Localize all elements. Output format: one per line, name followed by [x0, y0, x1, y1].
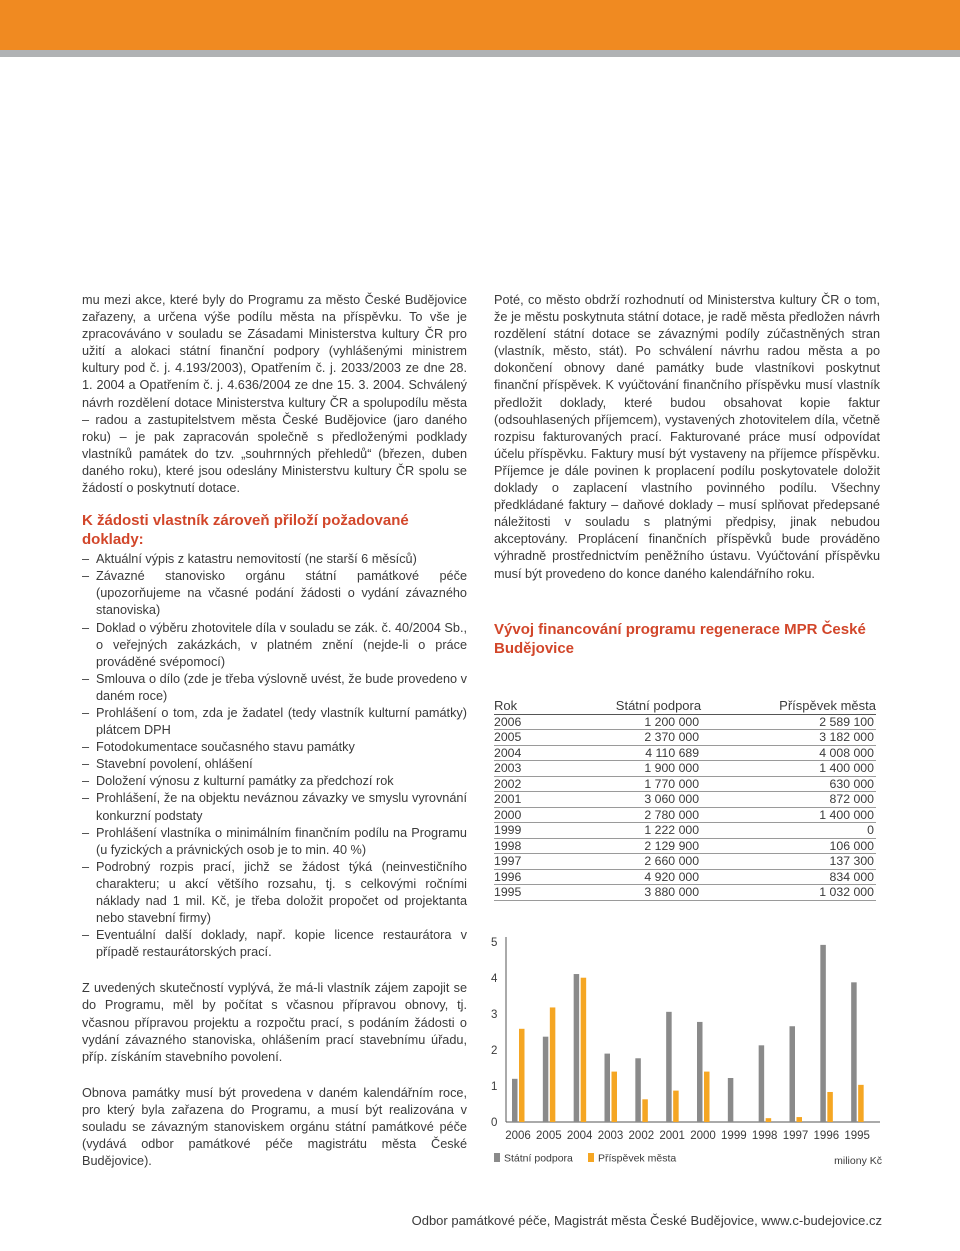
table-row	[494, 730, 876, 746]
chart-bar	[543, 1037, 549, 1122]
cell-year: 1997	[494, 854, 547, 870]
cell-city-contribution: 3 182 000	[701, 730, 876, 746]
cell-year: 2006	[494, 714, 547, 730]
cell-state-support: 2 129 900	[547, 838, 701, 854]
list-dash: –	[82, 620, 90, 635]
cell-year: 2004	[494, 745, 547, 761]
x-tick-label: 2000	[690, 1130, 716, 1142]
chart-bar	[666, 1012, 672, 1122]
chart-bar	[858, 1085, 864, 1122]
table-row	[494, 838, 876, 854]
list-dash: –	[82, 774, 90, 789]
legend-label: Příspěvek města	[598, 1152, 677, 1165]
cell-state-support: 2 370 000	[547, 730, 701, 746]
cell-year: 2001	[494, 792, 547, 808]
y-tick-label: 4	[491, 973, 498, 985]
cell-year: 2000	[494, 807, 547, 823]
x-tick-label: 2001	[659, 1130, 685, 1142]
cell-city-contribution: 872 000	[701, 792, 876, 808]
column-header-state-support: Státní podpora	[547, 697, 701, 714]
table-row	[494, 792, 876, 808]
chart-bar	[605, 1054, 611, 1122]
intro-paragraph: mu mezi akce, které byly do Programu za město České Budějovice zařazeny, a určena výše podílu města na příspěvku. To vše je zpracováváno v souladu se Zásadami Ministerstva kultury ČR pro užití a alokaci státní finanční podpory (vyhlášenými ministrem kultury pod č. j. 4.193/2003), Opatřením č. j. 2033/2003 ze dne 28. 1. 2004 a Opatřením č. j. 4.636/2004 ze dne 15. 3. 2004. Schválený návrh rozdělení dotace Ministerstva kultury ČR a spolupodílu města – radou a zastupitelstvem města České Budějovice (jaro daného roku) – je pak zapracován společně s předloženými podklady vlastníků památek do tzv. „souhrnných přehledů“ (březen, duben daného roku), které jsou odeslány Ministerstvu kultury ČR spolu se žádostí o poskytnutí dotace.	[82, 293, 467, 496]
table-header-row	[494, 697, 876, 714]
cell-city-contribution: 1 032 000	[701, 885, 876, 901]
cell-state-support: 1 900 000	[547, 761, 701, 777]
table-row	[494, 807, 876, 823]
list-item-text: Prohlášení, že na objektu neváznou závazky ve smyslu vyrovnání konkurzní podstaty	[96, 791, 467, 823]
document-list-item	[82, 739, 467, 756]
document-list-item	[82, 773, 467, 790]
x-tick-label: 2002	[628, 1130, 655, 1142]
cell-state-support: 2 660 000	[547, 854, 701, 870]
legend-swatch	[494, 1153, 500, 1162]
column-header-year: Rok	[494, 697, 547, 714]
chart-bar	[635, 1058, 641, 1122]
documents-heading: K žádosti vlastník zároveň přiloží požadované doklady:	[82, 512, 409, 549]
list-dash: –	[82, 552, 90, 567]
y-tick-label: 2	[491, 1045, 498, 1057]
y-tick-label: 3	[491, 1009, 498, 1021]
document-list-item	[82, 790, 467, 824]
list-dash: –	[82, 671, 90, 686]
list-item-text: Stavební povolení, ohlášení	[96, 757, 253, 772]
table-row	[494, 714, 876, 730]
chart-bar	[766, 1118, 772, 1122]
x-tick-label: 1995	[844, 1130, 870, 1142]
right-column	[494, 292, 880, 659]
list-item-text: Prohlášení vlastníka o minimálním finančním podílu na Programu (u fyzických a právnických osob je to min. 40 %)	[96, 825, 467, 857]
cell-state-support: 4 920 000	[547, 869, 701, 885]
cell-city-contribution: 1 400 000	[701, 807, 876, 823]
chart-bar	[820, 945, 826, 1122]
documents-list	[82, 551, 467, 961]
financing-heading: Vývoj financování programu regenerace MPR České Budějovice	[494, 620, 866, 658]
cell-state-support: 1 770 000	[547, 776, 701, 792]
x-tick-label: 1998	[751, 1130, 778, 1142]
list-item-text: Podrobný rozpis prací, jichž se žádost týká (neinvestičního charakteru; u akcí většího rozsahu, tj. s celkovými ročními náklady nad 1 mil. Kč, je třeba doložit propočet od projektanta nebo stavební firmy)	[96, 859, 467, 926]
chart-bar	[512, 1079, 518, 1122]
x-tick-label: 2006	[505, 1130, 531, 1142]
list-item-text: Závazné stanovisko orgánu státní památkové péče (upozorňujeme na včasné podání žádosti o vydání závazného stanoviska)	[96, 569, 467, 618]
renovation-paragraph: Obnova památky musí být provedena v daném kalendářním roce, pro který byla zařazena do Programu, a musí být realizována v souladu se závazným stanoviskem orgánu státní památkové péče (vydává odbor památkové péče magistrátu města České Budějovice).	[82, 1085, 467, 1169]
chart-bar	[550, 1007, 556, 1122]
list-item-text: Prohlášení o tom, zda je žadatel (tedy vlastník kulturní památky) plátcem DPH	[96, 705, 467, 738]
cell-city-contribution: 4 008 000	[701, 745, 876, 761]
list-item-text: Doklad o výběru zhotovitele díla v souladu se zák. č. 40/2004 Sb., o veřejných zakázkách, v platném znění (nejde-li o práce prováděné svépomocí)	[96, 620, 467, 669]
footer-text: Odbor památkové péče, Magistrát města České Budějovice, www.c-budejovice.cz	[411, 1213, 882, 1228]
financing-table	[494, 697, 876, 901]
chart-bar	[851, 982, 857, 1122]
document-list-item	[82, 825, 467, 859]
y-tick-label: 5	[491, 937, 498, 949]
table-body	[494, 714, 876, 900]
cell-year: 1999	[494, 823, 547, 839]
cell-state-support: 3 880 000	[547, 885, 701, 901]
legend-label: Státní podpora	[504, 1152, 573, 1165]
chart-bar	[827, 1092, 833, 1122]
chart-bar	[581, 978, 587, 1122]
document-list-item	[82, 620, 467, 671]
table-row	[494, 776, 876, 792]
cell-year: 1995	[494, 885, 547, 901]
cell-state-support: 1 200 000	[547, 714, 701, 730]
document-list-item	[82, 705, 467, 739]
cell-state-support: 4 110 689	[547, 745, 701, 761]
cell-state-support: 2 780 000	[547, 807, 701, 823]
list-dash: –	[82, 705, 90, 720]
list-item-text: Doložení výnosu z kulturní památky za předchozí rok	[96, 774, 394, 789]
cell-state-support: 3 060 000	[547, 792, 701, 808]
list-dash: –	[82, 825, 90, 840]
list-dash: –	[82, 791, 90, 806]
list-item-text: Aktuální výpis z katastru nemovitostí (ne starší 6 měsíců)	[96, 552, 417, 567]
table-row	[494, 761, 876, 777]
cell-year: 1998	[494, 838, 547, 854]
list-dash: –	[82, 757, 90, 772]
document-list-item	[82, 551, 467, 568]
financing-chart	[488, 925, 888, 1175]
list-dash: –	[82, 928, 90, 943]
list-dash: –	[82, 569, 90, 584]
cell-city-contribution: 630 000	[701, 776, 876, 792]
cell-city-contribution: 1 400 000	[701, 761, 876, 777]
document-list-item	[82, 927, 467, 961]
chart-bar	[759, 1045, 765, 1122]
x-tick-label: 2005	[536, 1130, 562, 1142]
list-item-text: Smlouva o dílo (zde je třeba výslovně uvést, že bude provedeno v daném roce)	[96, 671, 467, 703]
cell-year: 2005	[494, 730, 547, 746]
x-tick-label: 2003	[597, 1130, 624, 1142]
table-row	[494, 885, 876, 901]
x-tick-label: 2004	[566, 1130, 593, 1142]
chart-bar	[728, 1078, 734, 1122]
y-tick-label: 0	[491, 1117, 498, 1129]
unit-label: miliony Kč	[834, 1155, 882, 1167]
list-item-text: Fotodokumentace současného stavu památky	[96, 740, 355, 755]
list-dash: –	[82, 740, 90, 755]
cell-year: 2003	[494, 761, 547, 777]
chart-bar	[519, 1029, 525, 1122]
chart-bar	[574, 974, 580, 1122]
list-dash: –	[82, 859, 90, 874]
header-gray-band	[0, 50, 960, 57]
x-tick-label: 1996	[813, 1130, 840, 1142]
cell-city-contribution: 106 000	[701, 838, 876, 854]
document-list-item	[82, 859, 467, 927]
chart-bar	[797, 1117, 803, 1122]
y-tick-label: 1	[491, 1081, 498, 1093]
chart-bar	[790, 1026, 796, 1122]
header-accent-band	[0, 0, 960, 50]
cell-year: 1996	[494, 869, 547, 885]
legend-swatch	[588, 1153, 594, 1162]
cell-city-contribution: 0	[701, 823, 876, 839]
preparation-paragraph: Z uvedených skutečností vyplývá, že má-li vlastník zájem zapojit se do Programu, měl by počítat s včasnou přípravou obnovy, tj. včasnou přípravou projektu a rozpočtu prací, s podáním žádosti o vydání závazného stanoviska, ohlášením prací stavebnímu úřadu, příp. získáním stavebního povolení.	[82, 981, 467, 1064]
chart-bar	[642, 1099, 648, 1122]
x-tick-label: 1999	[721, 1130, 747, 1142]
cell-year: 2002	[494, 776, 547, 792]
x-tick-label: 1997	[782, 1130, 809, 1142]
chart-bar	[673, 1091, 679, 1122]
chart-bar	[697, 1022, 703, 1122]
table-row	[494, 823, 876, 839]
table-row	[494, 854, 876, 870]
table-row	[494, 745, 876, 761]
cell-city-contribution: 2 589 100	[701, 714, 876, 730]
cell-city-contribution: 137 300	[701, 854, 876, 870]
document-list-item	[82, 671, 467, 705]
left-column	[82, 292, 467, 1170]
document-list-item	[82, 756, 467, 773]
chart-bar	[612, 1072, 618, 1122]
cell-city-contribution: 834 000	[701, 869, 876, 885]
subsidy-paragraph: Poté, co město obdrží rozhodnutí od Ministerstva kultury ČR o tom, že je městu poskytnuta státní dotace, je radě města předložen návrh rozdělení státní dotace se závaznými podíly zúčastněných stran (vlastník, město, stát). Po schválení návrhu radou města a po dokončení obnovy dané památky bude vlastníkovi poskytnut finanční příspěvek. K vyúčtování finančního příspěvku musí vlastník předložit doklady, které budou obsahovat kopie faktur (odsouhlasených příjemcem), vystavených zhotovitelem díla, včetně rozpisu fakturovaných prací. Fakturované práce musí odpovídat účelu příspěvku. Faktury musí být vystaveny na příjemce příspěvku. Příjemce je dále povinen k proplacení podílu poskytovatele doložit doklady o zaplacení vlastního povinného podílu. Všechny předkládané faktury – daňové doklady – musí splňovat předepsané náležitosti v souladu s platnými předpisy, jinak nebudou akceptovány. Proplácení finančních příspěvků bude prováděno výhradně prostřednictvím peněžního ústavu. Vyúčtování příspěvku musí být provedeno do konce daného kalendářního roku.	[494, 293, 880, 581]
column-header-city-contribution: Příspěvek města	[701, 697, 876, 714]
cell-state-support: 1 222 000	[547, 823, 701, 839]
chart-bar	[704, 1072, 710, 1122]
document-list-item	[82, 568, 467, 619]
table-row	[494, 869, 876, 885]
list-item-text: Eventuální další doklady, např. kopie licence restaurátora v případě restaurátorských prací.	[96, 928, 467, 960]
